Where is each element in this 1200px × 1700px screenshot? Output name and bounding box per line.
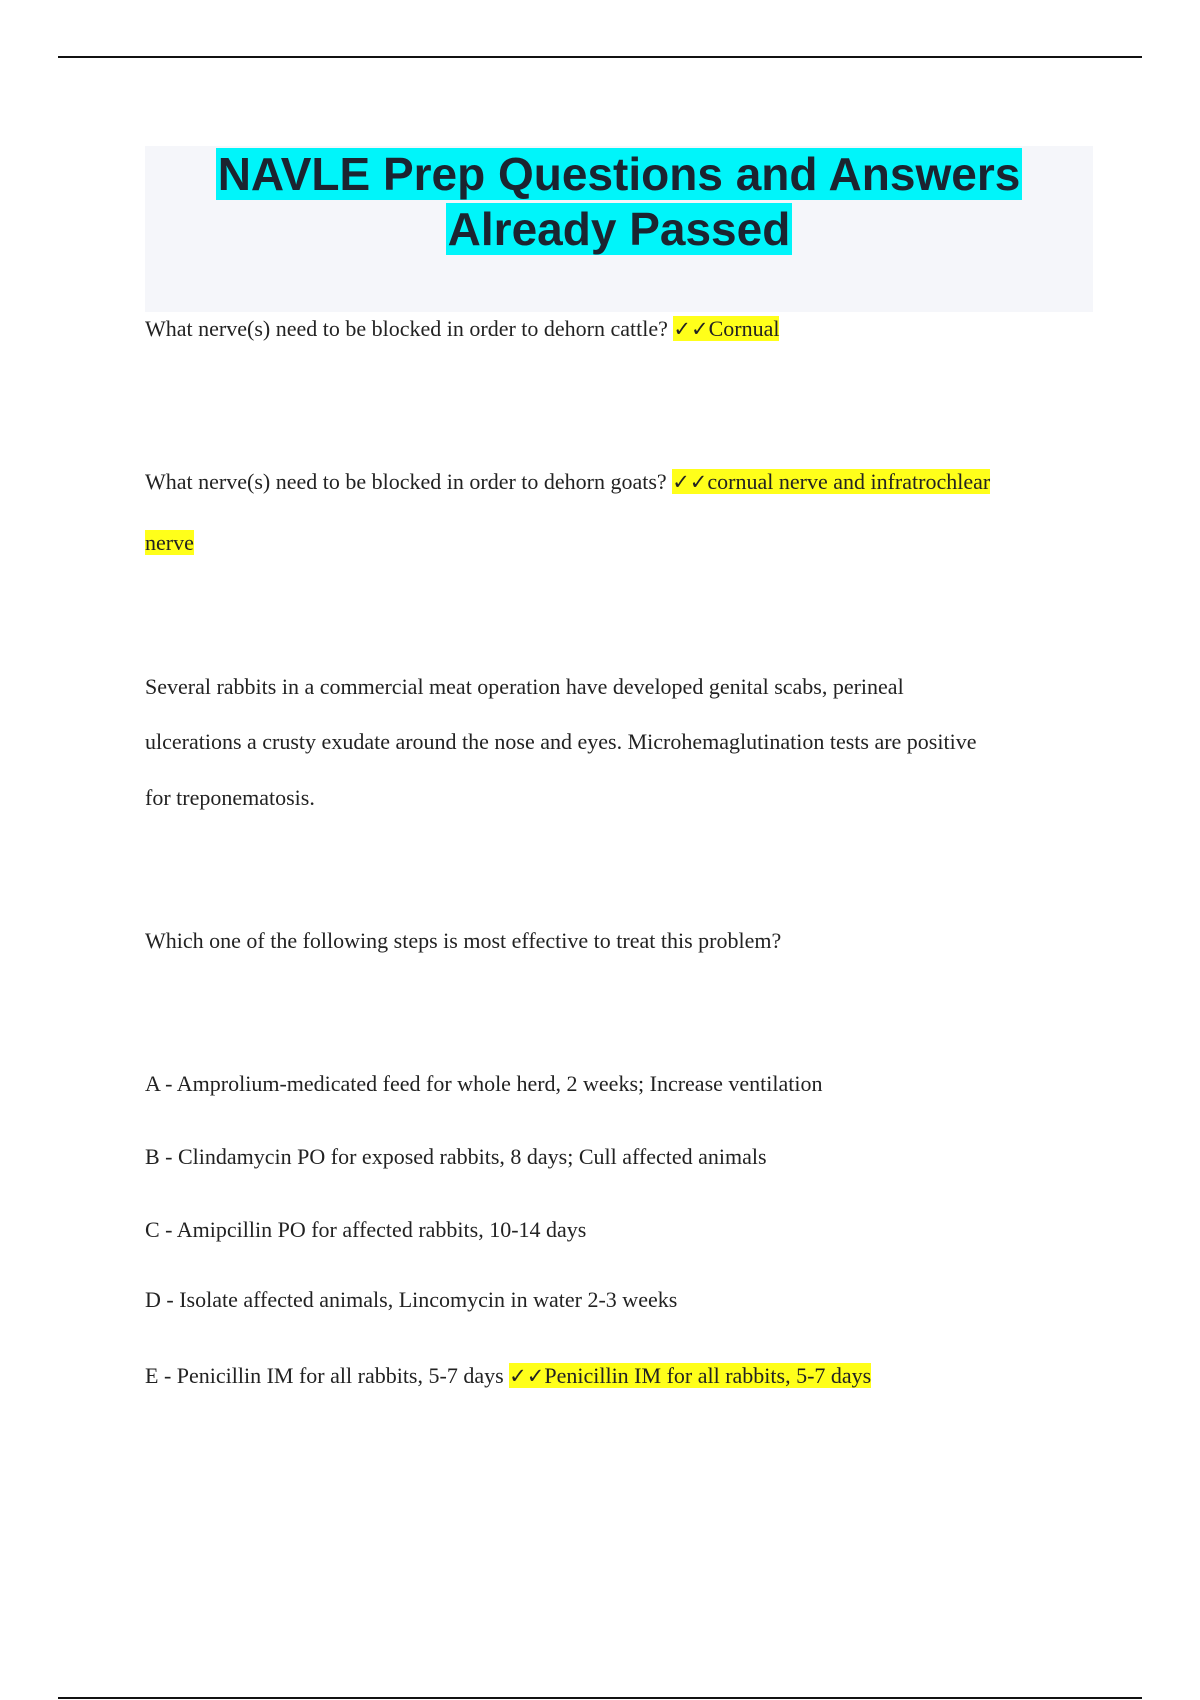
answer-2-line-2: nerve (145, 530, 194, 555)
scenario-line-3: for treponematosis. (145, 785, 315, 810)
question-1-text: What nerve(s) need to be blocked in order to dehorn cattle? (145, 316, 674, 341)
scenario-line-1: Several rabbits in a commercial meat operation have developed genital scabs, perineal (145, 674, 904, 699)
option-a: A - Amprolium-medicated feed for whole herd, 2 weeks; Increase ventilation (145, 1071, 823, 1096)
option-e (145, 1365, 871, 1387)
footer-rule (58, 1697, 1142, 1699)
answer-3 (509, 1363, 871, 1388)
answer-2-text-1: cornual nerve and infratrochlear (707, 469, 991, 494)
title-line-1: NAVLE Prep Questions and Answers (217, 148, 1021, 200)
title-line-2: Already Passed (447, 203, 791, 255)
answer-1-text: Cornual (708, 316, 780, 341)
page-title (145, 146, 1093, 257)
double-check-icon: ✓✓ (509, 1364, 545, 1388)
header-rule (58, 56, 1142, 58)
question-2 (145, 471, 990, 493)
option-e-text: E - Penicillin IM for all rabbits, 5-7 days (145, 1363, 510, 1388)
question-2-text: What nerve(s) need to be blocked in order to dehorn goats? (145, 469, 673, 494)
answer-3-text: Penicillin IM for all rabbits, 5-7 days (544, 1363, 872, 1388)
title-block (145, 146, 1093, 312)
scenario-line-2: ulcerations a crusty exudate around the nose and eyes. Microhemaglutination tests are positive (145, 729, 977, 754)
option-b: B - Clindamycin PO for exposed rabbits, 8 days; Cull affected animals (145, 1144, 767, 1169)
option-d: D - Isolate affected animals, Lincomycin in water 2-3 weeks (145, 1287, 678, 1312)
answer-1 (673, 316, 779, 341)
double-check-icon: ✓✓ (673, 317, 709, 341)
question-2-continued (145, 532, 194, 554)
question-1 (145, 318, 779, 340)
answer-2-line-1 (672, 469, 990, 494)
double-check-icon: ✓✓ (672, 470, 708, 494)
option-c: C - Amipcillin PO for affected rabbits, 10-14 days (145, 1217, 587, 1242)
question-3-prompt: Which one of the following steps is most effective to treat this problem? (145, 928, 782, 953)
